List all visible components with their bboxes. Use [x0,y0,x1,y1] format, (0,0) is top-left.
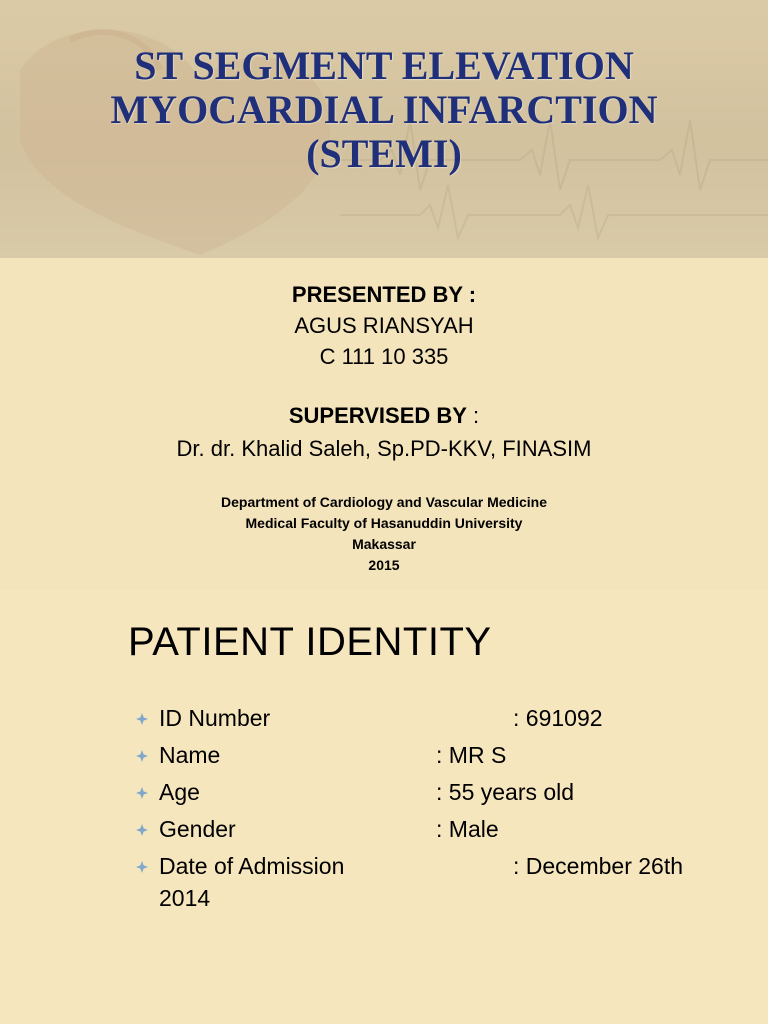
diamond-bullet-icon [136,824,148,836]
title-banner [0,0,768,258]
patient-identity-slide [0,590,768,1024]
presenter-name: AGUS RIANSYAH [294,313,474,338]
item-label: Name [159,742,221,768]
department-line: Makassar [352,536,416,552]
title-line: ST SEGMENT ELEVATION [134,43,634,88]
item-label: Gender [159,816,236,842]
item-value: : Male [436,816,499,842]
diamond-bullet-icon [136,861,148,873]
slide-title: PATIENT IDENTITY [128,620,492,664]
diamond-bullet-icon [136,787,148,799]
diamond-bullet-icon [136,750,148,762]
presented-by-label: PRESENTED BY : [291,282,477,307]
supervised-by-heading [0,403,768,429]
item-value: : MR S [436,742,507,768]
department-line: 2015 [368,557,400,573]
presentation-title [0,44,768,176]
item-value: : 55 years old [436,779,575,805]
title-line: MYOCARDIAL INFARCTION [110,87,658,132]
item-label: Age [159,779,200,805]
supervised-by-label: SUPERVISED BY [288,403,467,428]
item-value-continuation: 2014 [159,885,211,911]
item-label: ID Number [159,705,271,731]
department-info [0,492,768,576]
item-value: : December 26th [513,853,684,879]
presenter-id: C 111 10 335 [319,344,449,369]
department-line: Department of Cardiology and Vascular Medicine [221,494,547,510]
supervisor-name: Dr. dr. Khalid Saleh, Sp.PD-KKV, FINASIM [176,436,592,461]
title-line: (STEMI) [306,131,462,176]
item-value: : 691092 [513,705,603,731]
supervised-by-colon: : [466,403,480,428]
item-label: Date of Admission [159,853,345,879]
diamond-bullet-icon [136,713,148,725]
department-line: Medical Faculty of Hasanuddin University [245,515,523,531]
